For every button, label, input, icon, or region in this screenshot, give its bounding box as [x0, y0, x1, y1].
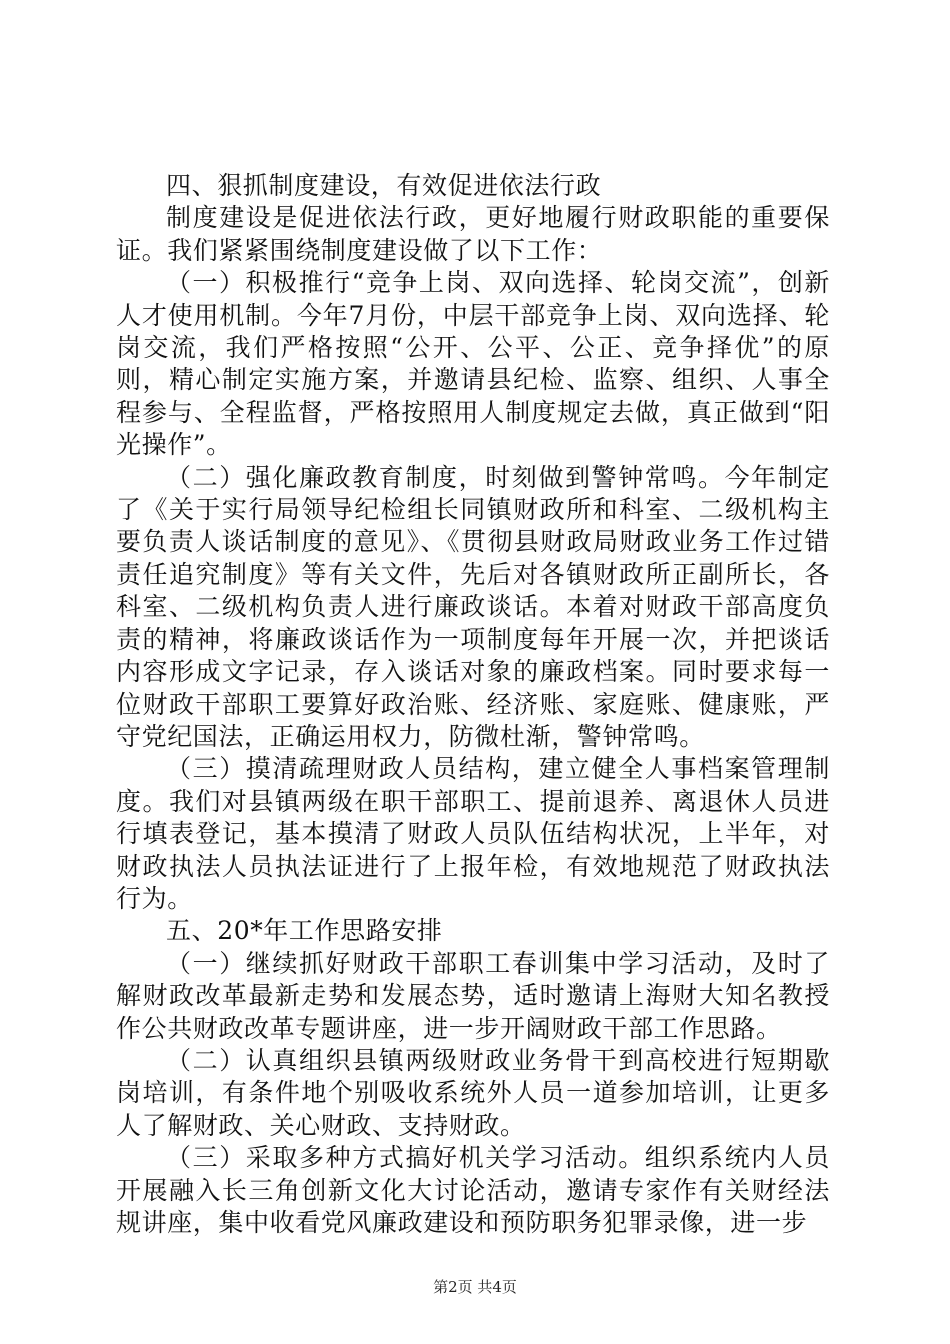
- document-body: [116, 170, 830, 1239]
- page-number-footer: 第2页 共4页: [433, 1278, 517, 1296]
- paragraph: （三）采取多种方式搞好机关学习活动。组织系统内人员开展融入长三角创新文化大讨论活动，邀请专家作有关财经法规讲座，集中收看党风廉政建设和预防职务犯罪录像，进一步: [116, 1143, 830, 1237]
- paragraph: （三）摸清疏理财政人员结构，建立健全人事档案管理制度。我们对县镇两级在职干部职工、提前退养、离退休人员进行填表登记，基本摸清了财政人员队伍结构状况，上半年，对财政执法人员执法证进行了上报年检，有效地规范了财政执法行为。: [116, 754, 830, 913]
- section-heading-four: 四、狠抓制度建设，有效促进依法行政: [166, 171, 602, 200]
- paragraph: （一）继续抓好财政干部职工春训集中学习活动，及时了解财政改革最新走势和发展态势，适时邀请上海财大知名教授作公共财政改革专题讲座，进一步开阔财政干部工作思路。: [116, 948, 830, 1043]
- section-heading-five: 五、20*年工作思路安排: [166, 916, 443, 946]
- paragraph: 制度建设是促进依法行政，更好地履行财政职能的重要保证。我们紧紧围绕制度建设做了以下工作：: [116, 203, 830, 265]
- paragraph: （二）强化廉政教育制度，时刻做到警钟常鸣。今年制定了《关于实行局领导纪检组长同镇财政所和科室、二级机构主要负责人谈话制度的意见》、《贯彻县财政局财政业务工作过错责任追究制度》等有关文件，先后对各镇财政所正副所长，各科室、二级机构负责人进行廉政谈话。本着对财政干部高度负责的精神，将廉政谈话作为一项制度每年开展一次，并把谈话内容形成文字记录，存入谈话对象的廉政档案。同时要求每一位财政干部职工要算好政治账、经济账、家庭账、健康账，严守党纪国法，正确运用权力，防微杜渐，警钟常鸣。: [116, 462, 830, 751]
- paragraph: （二）认真组织县镇两级财政业务骨干到高校进行短期歇岗培训，有条件地个别吸收系统外人员一道参加培训，让更多人了解财政、关心财政、支持财政。: [116, 1045, 830, 1140]
- paragraph: （一）积极推行“竞争上岗、双向选择、轮岗交流”，创新人才使用机制。今年7月份，中层干部竞争上岗、双向选择、轮岗交流，我们严格按照“公开、公平、公正、竞争择优”的原则，精心制定实施方案，并邀请县纪检、监察、组织、人事全程参与、全程监督，严格按照用人制度规定去做，真正做到“阳光操作”。: [116, 268, 830, 460]
